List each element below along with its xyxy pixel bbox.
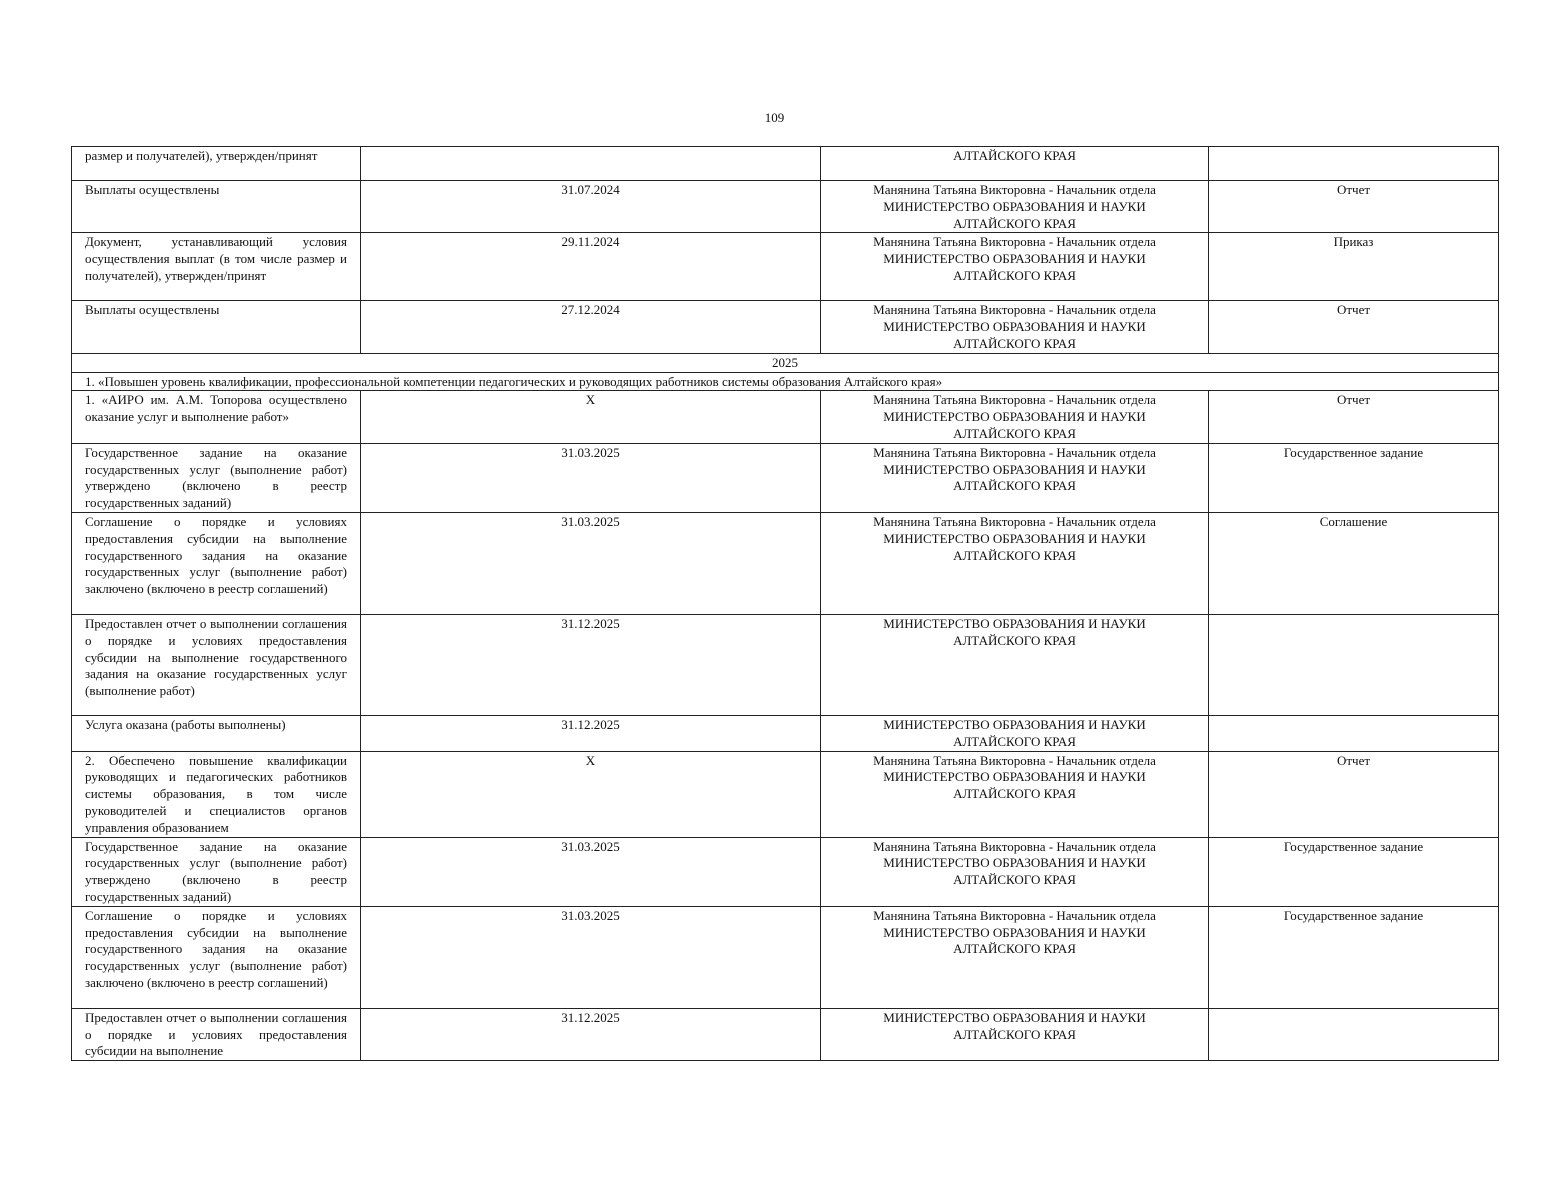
- document-type: [1209, 147, 1499, 181]
- document-type: Государственное задание: [1209, 443, 1499, 512]
- table-row: [72, 837, 1499, 906]
- event-description: 1. «АИРО им. А.М. Топорова осуществлено оказание услуг и выполнение работ»: [72, 391, 361, 443]
- event-description: размер и получателей), утвержден/принят: [72, 147, 361, 181]
- document-type: Соглашение: [1209, 512, 1499, 614]
- table-row: [72, 391, 1499, 443]
- table-row: [72, 301, 1499, 353]
- event-description: Услуга оказана (работы выполнены): [72, 715, 361, 751]
- document-type: Отчет: [1209, 301, 1499, 353]
- table-row: [72, 512, 1499, 614]
- responsible-org: МИНИСТЕРСТВО ОБРАЗОВАНИЯ И НАУКИ: [883, 461, 1146, 477]
- page-number: 109: [764, 110, 785, 125]
- responsible-org: МИНИСТЕРСТВО ОБРАЗОВАНИЯ И НАУКИ: [883, 409, 1146, 425]
- year-row: [72, 353, 1499, 372]
- event-description: Государственное задание на оказание государственных услуг (выполнение работ) утверждено (включено в реестр государственных заданий): [72, 837, 361, 906]
- responsible-cell: [821, 751, 1209, 837]
- event-description: Предоставлен отчет о выполнении соглашения о порядке и условиях предоставления субсидии на выполнение: [72, 1008, 361, 1060]
- document-type: Отчет: [1209, 391, 1499, 443]
- responsible-cell: [821, 614, 1209, 715]
- responsible-cell: [821, 391, 1209, 443]
- deadline-date: 31.03.2025: [361, 837, 821, 906]
- deadline-date: 31.03.2025: [361, 906, 821, 1008]
- document-type: [1209, 614, 1499, 715]
- responsible-cell: [821, 715, 1209, 751]
- responsible-org: МИНИСТЕРСТВО ОБРАЗОВАНИЯ И НАУКИ: [883, 924, 1146, 940]
- event-description: Государственное задание на оказание государственных услуг (выполнение работ) утверждено (включено в реестр государственных заданий): [72, 443, 361, 512]
- responsible-region: АЛТАЙСКОГО КРАЯ: [953, 425, 1076, 441]
- responsible-cell: [821, 301, 1209, 353]
- deadline-date: 31.12.2025: [361, 1008, 821, 1060]
- responsible-org: МИНИСТЕРСТВО ОБРАЗОВАНИЯ И НАУКИ: [883, 319, 1146, 335]
- deadline-date: 31.07.2024: [361, 181, 821, 233]
- event-description: Документ, устанавливающий условия осуществления выплат (в том числе размер и получателей), утвержден/принят: [72, 233, 361, 301]
- responsible-cell: [821, 512, 1209, 614]
- responsible-org: МИНИСТЕРСТВО ОБРАЗОВАНИЯ И НАУКИ: [883, 855, 1146, 871]
- responsible-region: АЛТАЙСКОГО КРАЯ: [953, 547, 1076, 563]
- responsible-org: МИНИСТЕРСТВО ОБРАЗОВАНИЯ И НАУКИ: [883, 530, 1146, 546]
- document-type: Государственное задание: [1209, 906, 1499, 1008]
- responsible-cell: [821, 906, 1209, 1008]
- deadline-date: X: [361, 391, 821, 443]
- responsible-cell: [821, 443, 1209, 512]
- deadline-date: 31.03.2025: [361, 512, 821, 614]
- responsible-org: МИНИСТЕРСТВО ОБРАЗОВАНИЯ И НАУКИ: [883, 1009, 1146, 1025]
- responsible-region: АЛТАЙСКОГО КРАЯ: [953, 786, 1076, 802]
- responsible-org: МИНИСТЕРСТВО ОБРАЗОВАНИЯ И НАУКИ: [883, 198, 1146, 214]
- table-row: [72, 906, 1499, 1008]
- responsible-region: АЛТАЙСКОГО КРАЯ: [953, 941, 1076, 957]
- responsible-person: Манянина Татьяна Викторовна - Начальник отдела: [873, 907, 1156, 923]
- deadline-date: 29.11.2024: [361, 233, 821, 301]
- event-description: Выплаты осуществлены: [72, 181, 361, 233]
- plan-table: [71, 146, 1499, 1061]
- responsible-person: Манянина Татьяна Викторовна - Начальник отдела: [873, 302, 1156, 318]
- event-description: 2. Обеспечено повышение квалификации руководящих и педагогических работников системы образования, в том числе руководителей и специалистов органов управления образованием: [72, 751, 361, 837]
- responsible-region: АЛТАЙСКОГО КРАЯ: [953, 733, 1076, 749]
- table-row: [72, 147, 1499, 181]
- event-description: Предоставлен отчет о выполнении соглашения о порядке и условиях предоставления субсидии на выполнение государственного задания на оказание государственных услуг (выполнение работ): [72, 614, 361, 715]
- table-row: [72, 443, 1499, 512]
- section-row: [72, 372, 1499, 391]
- document-type: Отчет: [1209, 751, 1499, 837]
- responsible-org: МИНИСТЕРСТВО ОБРАЗОВАНИЯ И НАУКИ: [883, 769, 1146, 785]
- event-description: Соглашение о порядке и условиях предоставления субсидии на выполнение государственного задания на оказание государственных услуг (выполнение работ) заключено (включено в реестр соглашений): [72, 512, 361, 614]
- responsible-region: АЛТАЙСКОГО КРАЯ: [953, 335, 1076, 351]
- responsible-region: АЛТАЙСКОГО КРАЯ: [953, 478, 1076, 494]
- responsible-cell: [821, 147, 1209, 181]
- year-label: 2025: [72, 353, 1499, 372]
- deadline-date: [361, 147, 821, 181]
- responsible-region: АЛТАЙСКОГО КРАЯ: [953, 215, 1076, 231]
- responsible-person: Манянина Татьяна Викторовна - Начальник отдела: [873, 182, 1156, 197]
- document-type: Приказ: [1209, 233, 1499, 301]
- document-type: [1209, 1008, 1499, 1060]
- table-row: [72, 715, 1499, 751]
- responsible-org: МИНИСТЕРСТВО ОБРАЗОВАНИЯ И НАУКИ: [883, 615, 1146, 631]
- responsible-person: Манянина Татьяна Викторовна - Начальник отдела: [873, 513, 1156, 529]
- responsible-org: МИНИСТЕРСТВО ОБРАЗОВАНИЯ И НАУКИ: [883, 251, 1146, 267]
- deadline-date: 31.03.2025: [361, 443, 821, 512]
- responsible-region: АЛТАЙСКОГО КРАЯ: [953, 267, 1076, 283]
- responsible-region: АЛТАЙСКОГО КРАЯ: [953, 148, 1076, 163]
- responsible-person: Манянина Татьяна Викторовна - Начальник отдела: [873, 444, 1156, 460]
- responsible-region: АЛТАЙСКОГО КРАЯ: [953, 1026, 1076, 1042]
- responsible-cell: [821, 181, 1209, 233]
- responsible-org: МИНИСТЕРСТВО ОБРАЗОВАНИЯ И НАУКИ: [883, 716, 1146, 732]
- document-type: [1209, 715, 1499, 751]
- deadline-date: 31.12.2025: [361, 614, 821, 715]
- responsible-cell: [821, 837, 1209, 906]
- responsible-region: АЛТАЙСКОГО КРАЯ: [953, 872, 1076, 888]
- deadline-date: 31.12.2025: [361, 715, 821, 751]
- table-row: [72, 181, 1499, 233]
- responsible-cell: [821, 233, 1209, 301]
- responsible-cell: [821, 1008, 1209, 1060]
- event-description: Выплаты осуществлены: [72, 301, 361, 353]
- responsible-person: Манянина Татьяна Викторовна - Начальник отдела: [873, 392, 1156, 408]
- table-row: [72, 751, 1499, 837]
- table-row: [72, 1008, 1499, 1060]
- section-title: 1. «Повышен уровень квалификации, профессиональной компетенции педагогических и руководящих работников системы образования Алтайского края»: [72, 372, 1499, 391]
- document-type: Государственное задание: [1209, 837, 1499, 906]
- responsible-person: Манянина Татьяна Викторовна - Начальник отдела: [873, 838, 1156, 854]
- document-type: Отчет: [1209, 181, 1499, 233]
- responsible-person: Манянина Татьяна Викторовна - Начальник отдела: [873, 234, 1156, 250]
- deadline-date: X: [361, 751, 821, 837]
- responsible-person: Манянина Татьяна Викторовна - Начальник отдела: [873, 752, 1156, 768]
- event-description: Соглашение о порядке и условиях предоставления субсидии на выполнение государственного задания на оказание государственных услуг (выполнение работ) заключено (включено в реестр соглашений): [72, 906, 361, 1008]
- table-row: [72, 233, 1499, 301]
- table-row: [72, 614, 1499, 715]
- responsible-region: АЛТАЙСКОГО КРАЯ: [953, 632, 1076, 648]
- deadline-date: 27.12.2024: [361, 301, 821, 353]
